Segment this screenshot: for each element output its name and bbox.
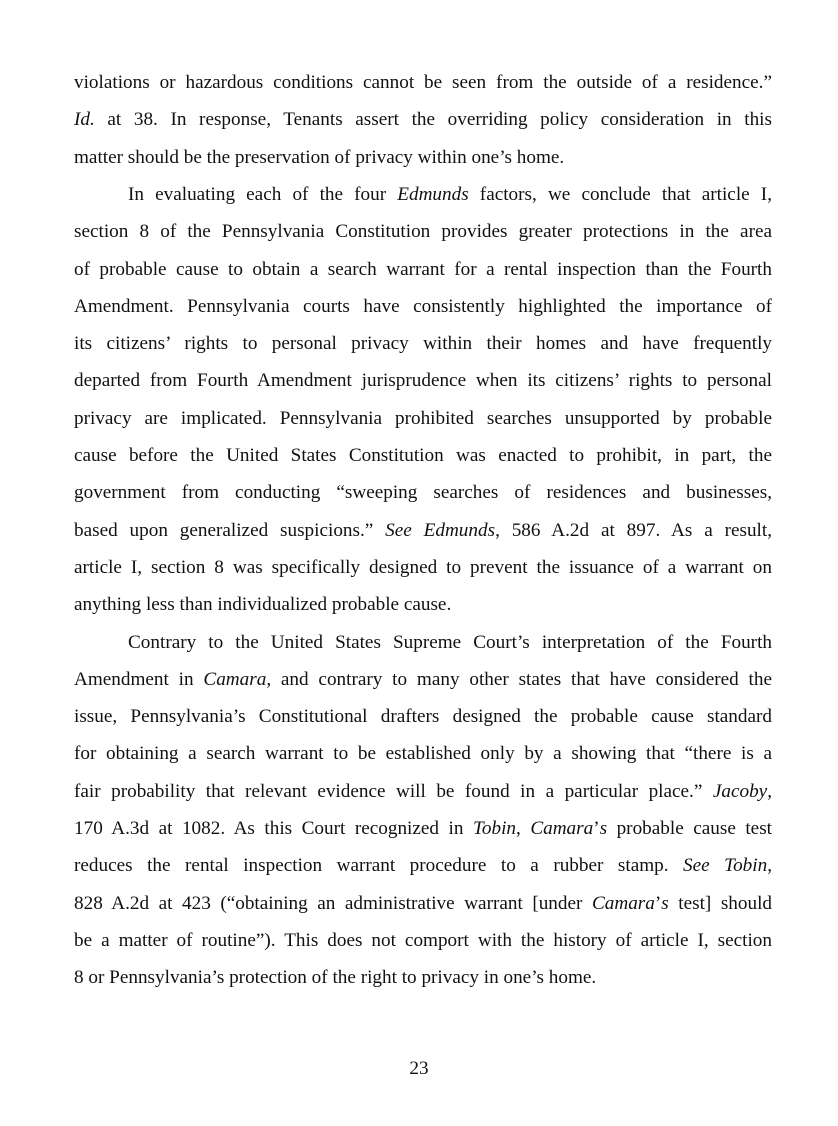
text-line	[74, 816, 772, 842]
text-line	[74, 443, 772, 469]
italic-citation: See Tobin	[683, 855, 768, 877]
text-segment: departed from Fourth Amendment jurisprudence when its citizens’ rights to personal	[74, 370, 772, 392]
text-line	[74, 891, 772, 917]
text-line	[74, 294, 772, 320]
text-segment: section 8 of the Pennsylvania Constitution provides greater protections in the area	[74, 221, 772, 243]
text-segment: Contrary to the United States Supreme Court’s interpretation of the Fourth	[128, 631, 772, 653]
text-segment: matter should be the preservation of privacy within one’s home.	[74, 146, 565, 168]
text-line	[74, 592, 772, 618]
italic-citation: See Edmunds	[385, 519, 496, 541]
text-line	[74, 107, 772, 133]
text-segment: ’	[593, 818, 600, 839]
text-line	[74, 928, 772, 954]
text-line	[74, 518, 772, 544]
text-segment: cause before the United States Constitution was enacted to prohibit, in part, the	[74, 445, 772, 466]
text-line	[128, 630, 772, 656]
italic-citation: Id.	[74, 109, 95, 131]
text-line	[74, 368, 772, 394]
text-segment: reduces the rental inspection warrant procedure to a rubber stamp.	[74, 855, 684, 877]
text-segment: at 38. In response, Tenants assert the overriding policy consideration in this	[94, 109, 772, 131]
italic-citation: Edmunds	[397, 183, 469, 205]
text-line	[74, 741, 772, 767]
text-segment: its citizens’ rights to personal privacy within their homes and have frequently	[74, 333, 772, 355]
text-segment: anything less than individualized probable cause.	[74, 594, 452, 616]
text-line	[74, 853, 772, 879]
italic-citation: Camara	[203, 668, 267, 690]
text-segment: test] should	[668, 892, 772, 914]
italic-citation: Camara	[530, 818, 594, 839]
text-line	[74, 145, 772, 171]
text-segment: be a matter of routine”). This does not comport with the history of article I, section	[74, 929, 772, 951]
page-number: 23	[409, 1058, 429, 1079]
text-segment: Amendment. Pennsylvania courts have consistently highlighted the importance of	[74, 295, 772, 317]
text-segment: 8 or Pennsylvania’s protection of the right to privacy in one’s home.	[74, 967, 597, 989]
italic-citation: Jacoby	[712, 780, 768, 802]
text-line	[74, 704, 772, 730]
text-segment: ,	[516, 818, 531, 839]
text-line	[74, 779, 772, 805]
italic-citation: Tobin	[472, 818, 516, 839]
text-line	[128, 182, 772, 208]
text-segment: probable cause test	[607, 818, 772, 839]
text-line	[74, 257, 772, 283]
italic-citation: Camara	[591, 892, 655, 914]
text-segment: , and contrary to many other states that have considered the	[266, 668, 772, 690]
text-segment: Amendment in	[74, 668, 204, 690]
text-segment: of probable cause to obtain a search warrant for a rental inspection than the Fourth	[74, 258, 772, 280]
italic-citation: s	[599, 818, 608, 839]
text-line	[74, 331, 772, 357]
text-segment: , 586 A.2d at 897. As a result,	[495, 519, 773, 541]
text-line	[74, 555, 772, 581]
text-segment: government from conducting “sweeping searches of residences and businesses,	[74, 482, 772, 504]
text-segment: ,	[767, 780, 772, 802]
text-segment: violations or hazardous conditions cannot be seen from the outside of a residence.”	[74, 72, 772, 93]
text-segment: for obtaining a search warrant to be established only by a showing that “there is a	[74, 743, 772, 765]
text-segment: ,	[767, 855, 772, 877]
text-segment: 170 A.3d at 1082. As this Court recognized in	[74, 818, 473, 839]
text-segment: In evaluating each of the four	[128, 183, 398, 205]
text-segment: fair probability that relevant evidence will be found in a particular place.”	[74, 780, 713, 802]
text-line	[74, 70, 772, 96]
text-segment: based upon generalized suspicions.”	[74, 519, 386, 541]
text-segment: 828 A.2d at 423 (“obtaining an administrative warrant [under	[74, 892, 592, 914]
text-segment: ’	[654, 892, 662, 914]
text-line	[74, 219, 772, 245]
text-line	[74, 965, 772, 991]
text-segment: issue, Pennsylvania’s Constitutional drafters designed the probable cause standard	[74, 706, 772, 728]
text-line	[74, 480, 772, 506]
italic-citation: s	[661, 892, 669, 914]
text-line	[74, 667, 772, 693]
text-segment: article I, section 8 was specifically designed to prevent the issuance of a warrant on	[74, 556, 772, 578]
text-segment: privacy are implicated. Pennsylvania prohibited searches unsupported by probable	[74, 407, 772, 429]
text-line	[74, 406, 772, 432]
text-segment: factors, we conclude that article I,	[468, 183, 772, 205]
